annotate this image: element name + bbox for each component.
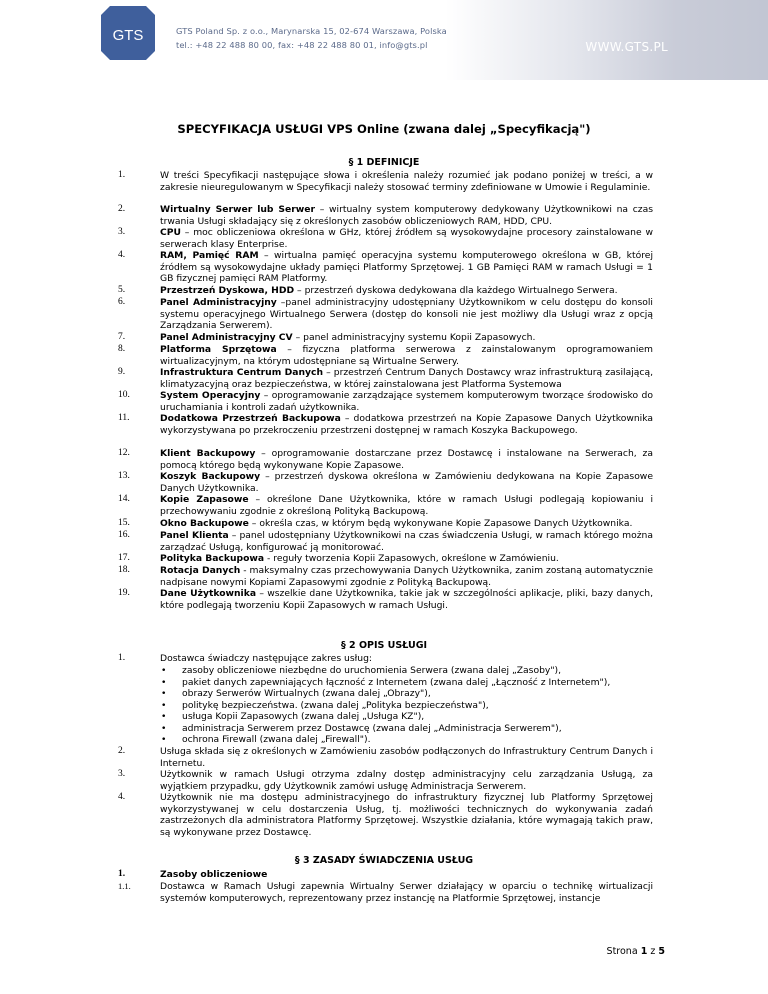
item-number: 16. xyxy=(118,530,130,540)
item-text: Koszyk Backupowy – przestrzeń dyskowa określona w Zamówieniu dedykowana na Kopie Zapasowe Danych Użytkownika. xyxy=(160,471,653,494)
list-item: • obrazy Serwerów Wirtualnych (zwana dalej „Obrazy"), xyxy=(161,688,431,699)
item-number: 4. xyxy=(118,792,126,802)
item-text: Panel Klienta – panel udostępniany Użytkownikowi na czas świadczenia Usługi, w ramach którego można zarządzać Usługą, konfigurować ją monitorować. xyxy=(160,530,653,553)
list-item: • politykę bezpieczeństwa. (zwana dalej „Polityka bezpieczeństwa"), xyxy=(161,699,489,711)
item-number: 15. xyxy=(118,518,130,528)
item-text: Polityka Backupowa - reguły tworzenia Kopii Zapasowych, określone w Zamówieniu. xyxy=(160,553,559,564)
item-text: RAM, Pamięć RAM – wirtualna pamięć operacyjna systemu komputerowego określona w GB, której źródłem są wysokowydajne układy pamięci Platformy Sprzętowej. 1 GB Pamięci RAM w ramach Usługi = 1 GB fizycznej pamięci RAM Platformy. xyxy=(160,250,654,285)
item-number: 6. xyxy=(118,297,126,307)
section-2-heading: § 2 OPIS USŁUGI xyxy=(340,640,428,651)
item-text: Dane Użytkownika – wszelkie dane Użytkownika, takie jak w szczególności aplikacje, pliki, bazy danych, które podlegają tworzeniu Kopii Zapasowych w ramach Usługi. xyxy=(160,588,653,611)
item-number: 9. xyxy=(118,367,126,377)
item-number: 1.1. xyxy=(118,881,131,891)
item-number: 12. xyxy=(118,448,130,458)
item-number: 14. xyxy=(118,494,130,504)
item-text: Rotacja Danych - maksymalny czas przechowywania Danych Użytkownika, zanim zostaną automatycznie nadpisane nowymi Kopiami Zapasowymi zgodnie z Polityką Backupową. xyxy=(160,565,653,588)
company-address: GTS Poland Sp. z o.o., Marynarska 15, 02-674 Warszawa, Polska xyxy=(176,26,447,36)
item-number: 2. xyxy=(118,204,126,214)
item-number: 7. xyxy=(118,332,126,342)
item-number: 3. xyxy=(118,769,126,779)
item-text: Przestrzeń Dyskowa, HDD – przestrzeń dyskowa dedykowana dla każdego Wirtualnego Serwera. xyxy=(160,285,618,296)
page-number: Strona 1 z 5 xyxy=(606,946,665,957)
item-text: CPU – moc obliczeniowa określona w GHz, której źródłem są wysokowydajne procesory zainstalowane w serwerach klasy Enterprise. xyxy=(160,227,653,250)
item-number: 13. xyxy=(118,471,130,481)
list-item: • ochrona Firewall (zwana dalej „Firewall"). xyxy=(161,734,371,745)
item-text: Panel Administracyjny CV – panel administracyjny systemu Kopii Zapasowych. xyxy=(160,332,536,343)
item-number: 8. xyxy=(118,344,126,354)
item-text: Panel Administracyjny –panel administracyjny udostępniany Użytkownikom w celu dostępu do konsoli systemu operacyjnego Wirtualnego Serwera (dostęp do konsoli nie jest możliwy dla Usługi wraz z opcją Zarządzania Serwerem). xyxy=(160,297,653,332)
item-text: Klient Backupowy – oprogramowanie dostarczane przez Dostawcę i instalowane na Serwerach, za pomocą którego będą wykonywane Kopie Zapasowe. xyxy=(160,448,653,471)
item-number: 10. xyxy=(118,390,130,400)
item-number: 2. xyxy=(118,746,126,756)
company-contact: tel.: +48 22 488 80 00, fax: +48 22 488 80 01, info@gts.pl xyxy=(176,40,428,50)
logo-text: GTS xyxy=(112,27,144,44)
item-number: 5. xyxy=(118,285,126,295)
service-list xyxy=(160,665,653,746)
item-text: Dostawca świadczy następujące zakres usług: xyxy=(160,653,373,664)
item-text: Wirtualny Serwer lub Serwer – wirtualny system komputerowy dedykowany Użytkownikowi na czas trwania Usługi składający się z określonych zasobów obliczeniowych RAM, HDD, CPU. xyxy=(160,204,654,227)
item-text: Platforma Sprzętowa – fizyczna platforma serwerowa z zainstalowanym oprogramowaniem wirtualizacyjnym, na którym udostępniane są Wirtualne Serwery. xyxy=(160,344,653,367)
list-item: • usługa Kopii Zapasowych (zwana dalej „Usługa KZ"), xyxy=(161,711,425,722)
item-text: Okno Backupowe – określa czas, w którym będą wykonywane Kopie Zapasowe Danych Użytkownika. xyxy=(160,518,633,529)
item-number: 18. xyxy=(118,565,130,575)
subsection-title: Zasoby obliczeniowe xyxy=(160,869,268,880)
item-number: 4. xyxy=(118,250,126,260)
section-3-heading: § 3 ZASADY ŚWIADCZENIA USŁUG xyxy=(294,855,474,866)
item-text: Użytkownik w ramach Usługi otrzyma zdalny dostęp administracyjny celu zarządzania Usługą, za wyjątkiem przypadku, gdy Użytkownik zamówi usługę Administracja Serwerem. xyxy=(160,769,653,792)
item-text: W treści Specyfikacji następujące słowa i określenia należy rozumieć jak podano poniżej w treści, a w zakresie nieuregulowanym w Specyfikacji należy stosować terminy zdefiniowane w Umowie i Regulaminie. xyxy=(160,170,653,193)
item-text: Dodatkowa Przestrzeń Backupowa – dodatkowa przestrzeń na Kopie Zapasowe Danych Użytkownika wykorzystywana po przekroczeniu przestrzeni dostępnej w ramach Koszyka Backupowego. xyxy=(160,413,653,436)
item-number: 1. xyxy=(118,653,126,663)
item-text: Kopie Zapasowe – określone Dane Użytkownika, które w ramach Usługi podlegają kopiowaniu i przechowywaniu zgodnie z określoną Polityką Backupową. xyxy=(160,494,653,517)
list-item: • zasoby obliczeniowe niezbędne do uruchomienia Serwera (zwana dalej „Zasoby"), xyxy=(161,665,562,676)
item-number: 19. xyxy=(118,588,130,598)
item-number: 17. xyxy=(118,553,130,563)
list-item: • pakiet danych zapewniających łączność z Internetem (zwana dalej „Łączność z Internetem"), xyxy=(161,676,611,688)
website-link[interactable]: WWW.GTS.PL xyxy=(585,40,668,54)
item-text: Użytkownik nie ma dostępu administracyjnego do infrastruktury fizycznej lub Platformy Sprzętowej wykorzystywanej w celu dostarczenia Usług, tj. możliwości technicznych do wykonywania zadań zastrzeżonych dla administratora Platformy Sprzętowej. Wszystkie działania, które wymagają takich praw, są wykonywane przez Dostawcę. xyxy=(160,792,653,838)
header-banner xyxy=(0,0,768,80)
section-1-heading: § 1 DEFINICJE xyxy=(348,157,420,168)
gts-logo xyxy=(98,3,158,63)
paragraph-text: Dostawca w Ramach Usługi zapewnia Wirtualny Serwer działający w oparciu o technikę wirtualizacji systemów komputerowych, reprezentowany przez instancję na Platformie Sprzętowej, instancje xyxy=(160,881,653,904)
item-number: 1. xyxy=(118,869,126,879)
list-item: • administracja Serwerem przez Dostawcę (zwana dalej „Administracja Serwerem"), xyxy=(161,722,562,734)
item-number: 3. xyxy=(118,227,126,237)
item-text: Usługa składa się z określonych w Zamówieniu zasobów podłączonych do Infrastruktury Centrum Danych i Internetu. xyxy=(160,746,653,769)
item-number: 11. xyxy=(118,413,130,423)
item-number: 1. xyxy=(118,170,126,180)
item-text: System Operacyjny – oprogramowanie zarządzające systemem komputerowym tworzące środowisko do uruchamiania i kontroli zadań użytkownika. xyxy=(160,390,653,413)
item-text: Infrastruktura Centrum Danych – przestrzeń Centrum Danych Dostawcy wraz infrastrukturą zasilającą, klimatyzacyjną oraz bezpieczeństwa, w której zainstalowana jest Platforma Systemowa xyxy=(160,367,653,390)
document-title: SPECYFIKACJA USŁUGI VPS Online (zwana dalej „Specyfikacją") xyxy=(177,122,591,136)
